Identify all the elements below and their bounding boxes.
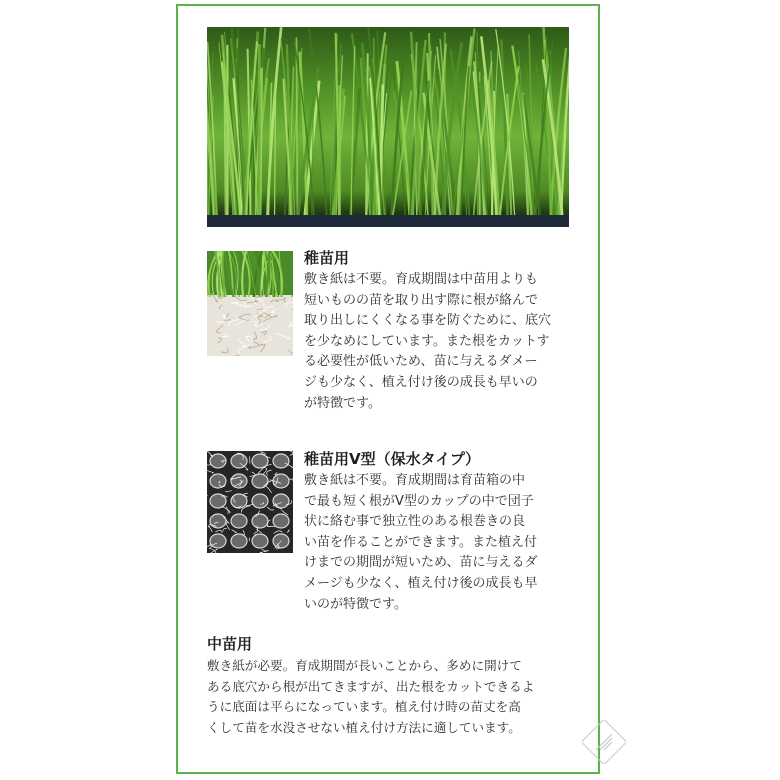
section-body-chibyo bbox=[304, 270, 594, 414]
section-title-chibyo-v: 稚苗用V型（保水タイプ） bbox=[304, 450, 481, 468]
body-line: る必要性が低いため、苗に与えるダメー bbox=[304, 354, 538, 370]
body-line: 敷き紙が必要。育成期間が長いことから、多めに開けて bbox=[207, 658, 522, 673]
section-body-chubyo bbox=[207, 656, 592, 738]
body-line: うに底面は平らになっています。植え付け時の苗丈を高 bbox=[207, 699, 521, 715]
body-line: を少なめにしています。また根をカットす bbox=[304, 333, 550, 349]
body-line: ある底穴から根が出てきますが、出た根をカットできるよ bbox=[207, 678, 535, 694]
body-line: 敷き紙は不要。育成期間は中苗用よりも bbox=[304, 272, 539, 287]
section-title-chubyo: 中苗用 bbox=[207, 635, 253, 653]
v-type-tray-photo bbox=[207, 451, 293, 553]
body-line: けまでの期間が短いため、苗に与えるダ bbox=[304, 555, 538, 571]
body-line: くして苗を水没させない植え付け方法に適しています。 bbox=[207, 719, 521, 735]
section-title-chibyo: 稚苗用 bbox=[304, 249, 350, 267]
rice-seedlings-photo bbox=[207, 27, 569, 227]
body-line: 取り出しにくくなる事を防ぐために、底穴 bbox=[304, 313, 552, 329]
body-line: で最も短く根がV型のカップの中で団子 bbox=[304, 493, 534, 509]
body-line: が特徴です。 bbox=[304, 395, 381, 411]
body-line: いのが特徴です。 bbox=[304, 596, 407, 612]
body-line: メージも少なく、植え付け後の成長も早 bbox=[304, 575, 538, 591]
body-line: 敷き紙は不要。育成期間は育苗箱の中 bbox=[304, 473, 526, 488]
body-line: い苗を作ることができます。また植え付 bbox=[304, 534, 537, 550]
corner-stamp-logo bbox=[582, 720, 626, 764]
rice-seedling-roots-photo bbox=[207, 251, 293, 356]
body-line: 状に絡む事で独立性のある根巻きの良 bbox=[304, 514, 526, 530]
section-body-chibyo-v bbox=[304, 471, 594, 615]
body-line: ジも少なく、植え付け後の成長も早いの bbox=[304, 374, 538, 390]
body-line: 短いものの苗を取り出す際に根が絡んで bbox=[304, 292, 539, 308]
